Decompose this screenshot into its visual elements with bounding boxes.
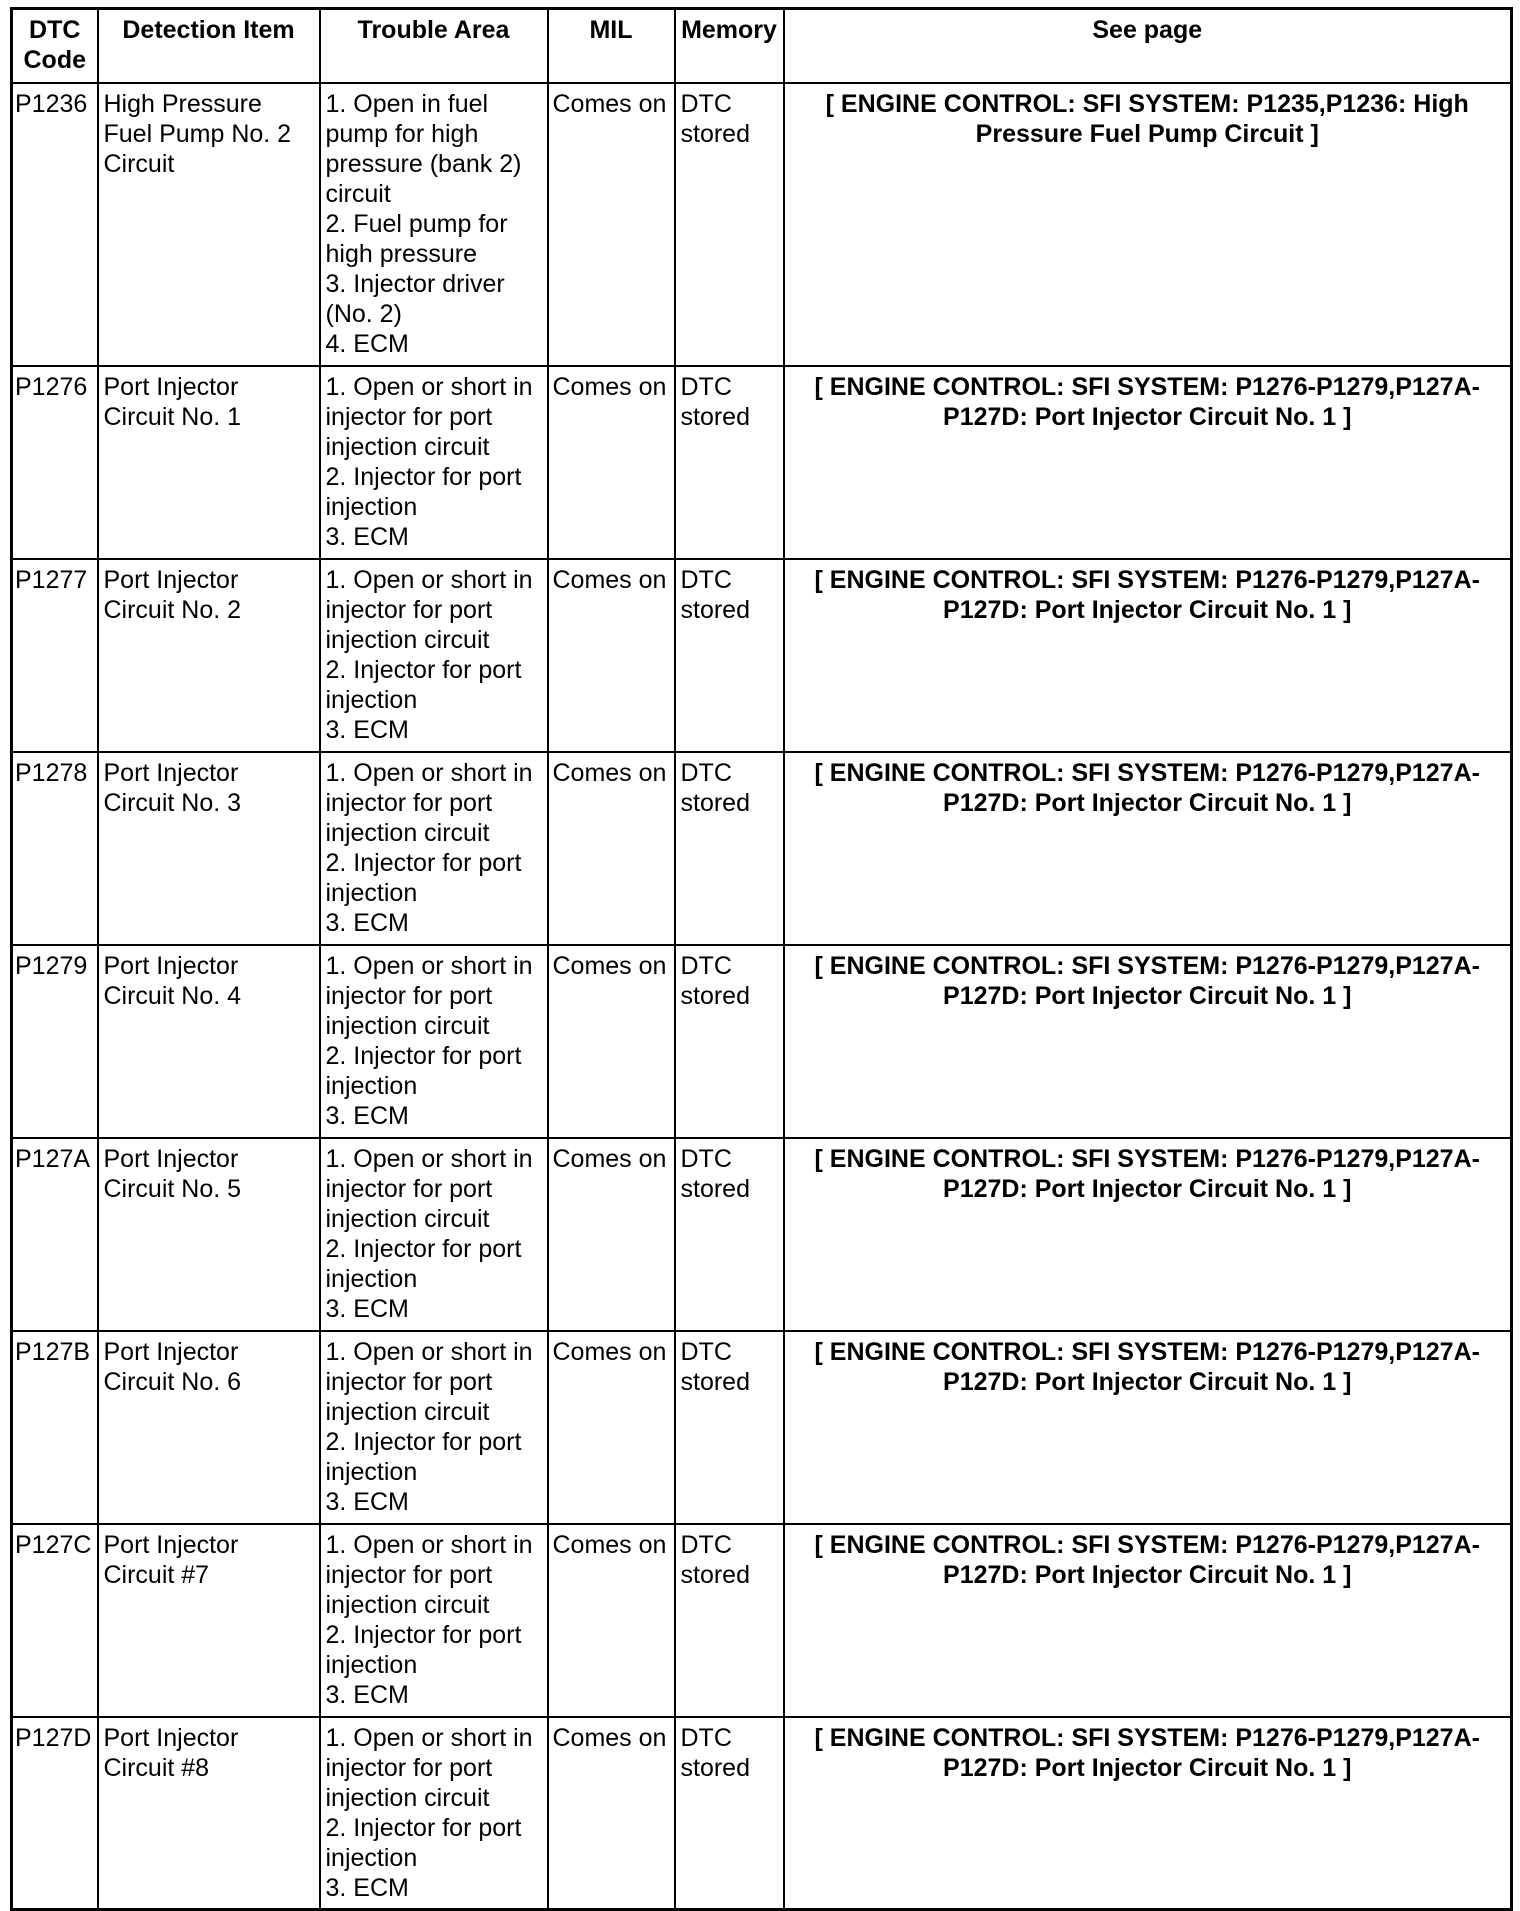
see-page-cell: [ ENGINE CONTROL: SFI SYSTEM: P1276-P1279,P127A-P127D: Port Injector Circuit No. 1 ] bbox=[784, 1138, 1512, 1331]
detection-item-cell: Port Injector Circuit #8 bbox=[98, 1717, 320, 1910]
trouble-area-line: 3. ECM bbox=[325, 1101, 409, 1130]
trouble-area-line: 3. ECM bbox=[325, 715, 409, 744]
header-row bbox=[12, 9, 1512, 83]
trouble-area-line: 1. Open or short in injector for port injection circuit bbox=[325, 1530, 533, 1619]
see-page-cell: [ ENGINE CONTROL: SFI SYSTEM: P1276-P1279,P127A-P127D: Port Injector Circuit No. 1 ] bbox=[784, 1331, 1512, 1524]
mil-cell: Comes on bbox=[548, 945, 675, 1138]
trouble-area-line: 3. Injector driver (No. 2) bbox=[325, 269, 505, 328]
see-page-cell: [ ENGINE CONTROL: SFI SYSTEM: P1276-P1279,P127A-P127D: Port Injector Circuit No. 1 ] bbox=[784, 752, 1512, 945]
see-page-cell: [ ENGINE CONTROL: SFI SYSTEM: P1276-P1279,P127A-P127D: Port Injector Circuit No. 1 ] bbox=[784, 559, 1512, 752]
trouble-area-line: 1. Open or short in injector for port injection circuit bbox=[325, 951, 533, 1040]
header-trouble-area: Trouble Area bbox=[320, 9, 548, 83]
table-row bbox=[12, 1717, 1512, 1910]
trouble-area-line: 3. ECM bbox=[325, 908, 409, 937]
detection-item-cell: Port Injector Circuit No. 5 bbox=[98, 1138, 320, 1331]
mil-cell: Comes on bbox=[548, 1524, 675, 1717]
mil-cell: Comes on bbox=[548, 83, 675, 366]
memory-cell: DTC stored bbox=[675, 1138, 784, 1331]
memory-cell: DTC stored bbox=[675, 83, 784, 366]
table-row bbox=[12, 83, 1512, 366]
table-row bbox=[12, 945, 1512, 1138]
trouble-area-line: 3. ECM bbox=[325, 1680, 409, 1709]
trouble-area-line: 2. Injector for port injection bbox=[325, 1620, 522, 1679]
mil-cell: Comes on bbox=[548, 1717, 675, 1910]
table-row bbox=[12, 559, 1512, 752]
mil-cell: Comes on bbox=[548, 752, 675, 945]
memory-cell: DTC stored bbox=[675, 1717, 784, 1910]
table-body bbox=[12, 83, 1512, 1910]
dtc-code-cell: P1276 bbox=[12, 366, 98, 559]
trouble-area-cell bbox=[320, 1524, 548, 1717]
detection-item-cell: Port Injector Circuit No. 2 bbox=[98, 559, 320, 752]
see-page-cell: [ ENGINE CONTROL: SFI SYSTEM: P1235,P1236: High Pressure Fuel Pump Circuit ] bbox=[784, 83, 1512, 366]
trouble-area-cell bbox=[320, 83, 548, 366]
see-page-cell: [ ENGINE CONTROL: SFI SYSTEM: P1276-P1279,P127A-P127D: Port Injector Circuit No. 1 ] bbox=[784, 945, 1512, 1138]
mil-cell: Comes on bbox=[548, 366, 675, 559]
trouble-area-line: 1. Open or short in injector for port injection circuit bbox=[325, 1337, 533, 1426]
trouble-area-line: 2. Injector for port injection bbox=[325, 1427, 522, 1486]
dtc-table bbox=[10, 7, 1513, 1911]
trouble-area-line: 1. Open in fuel pump for high pressure (bank 2) circuit bbox=[325, 89, 522, 208]
dtc-code-cell: P127C bbox=[12, 1524, 98, 1717]
memory-cell: DTC stored bbox=[675, 1524, 784, 1717]
mil-cell: Comes on bbox=[548, 559, 675, 752]
trouble-area-line: 1. Open or short in injector for port injection circuit bbox=[325, 758, 533, 847]
dtc-code-cell: P1277 bbox=[12, 559, 98, 752]
trouble-area-line: 1. Open or short in injector for port injection circuit bbox=[325, 372, 533, 461]
see-page-cell: [ ENGINE CONTROL: SFI SYSTEM: P1276-P1279,P127A-P127D: Port Injector Circuit No. 1 ] bbox=[784, 366, 1512, 559]
trouble-area-line: 2. Injector for port injection bbox=[325, 848, 522, 907]
header-mil: MIL bbox=[548, 9, 675, 83]
trouble-area-cell bbox=[320, 559, 548, 752]
trouble-area-cell bbox=[320, 366, 548, 559]
trouble-area-line: 2. Injector for port injection bbox=[325, 1813, 522, 1872]
trouble-area-cell bbox=[320, 752, 548, 945]
mil-cell: Comes on bbox=[548, 1331, 675, 1524]
detection-item-cell: Port Injector Circuit #7 bbox=[98, 1524, 320, 1717]
trouble-area-line: 2. Injector for port injection bbox=[325, 655, 522, 714]
detection-item-cell: Port Injector Circuit No. 6 bbox=[98, 1331, 320, 1524]
detection-item-cell: Port Injector Circuit No. 4 bbox=[98, 945, 320, 1138]
table-row bbox=[12, 752, 1512, 945]
trouble-area-line: 3. ECM bbox=[325, 1487, 409, 1516]
dtc-code-cell: P127D bbox=[12, 1717, 98, 1910]
table-row bbox=[12, 1331, 1512, 1524]
memory-cell: DTC stored bbox=[675, 752, 784, 945]
see-page-cell: [ ENGINE CONTROL: SFI SYSTEM: P1276-P1279,P127A-P127D: Port Injector Circuit No. 1 ] bbox=[784, 1524, 1512, 1717]
dtc-code-cell: P127B bbox=[12, 1331, 98, 1524]
trouble-area-line: 2. Injector for port injection bbox=[325, 462, 522, 521]
trouble-area-line: 2. Injector for port injection bbox=[325, 1041, 522, 1100]
see-page-cell: [ ENGINE CONTROL: SFI SYSTEM: P1276-P1279,P127A-P127D: Port Injector Circuit No. 1 ] bbox=[784, 1717, 1512, 1910]
header-see-page: See page bbox=[784, 9, 1512, 83]
table-header bbox=[12, 9, 1512, 83]
detection-item-cell: Port Injector Circuit No. 3 bbox=[98, 752, 320, 945]
trouble-area-cell bbox=[320, 945, 548, 1138]
dtc-code-cell: P1278 bbox=[12, 752, 98, 945]
trouble-area-line: 1. Open or short in injector for port injection circuit bbox=[325, 1723, 533, 1812]
trouble-area-line: 3. ECM bbox=[325, 1873, 409, 1902]
trouble-area-line: 3. ECM bbox=[325, 1294, 409, 1323]
dtc-code-cell: P127A bbox=[12, 1138, 98, 1331]
memory-cell: DTC stored bbox=[675, 366, 784, 559]
memory-cell: DTC stored bbox=[675, 1331, 784, 1524]
trouble-area-line: 3. ECM bbox=[325, 522, 409, 551]
detection-item-cell: Port Injector Circuit No. 1 bbox=[98, 366, 320, 559]
trouble-area-line: 1. Open or short in injector for port injection circuit bbox=[325, 565, 533, 654]
mil-cell: Comes on bbox=[548, 1138, 675, 1331]
trouble-area-cell bbox=[320, 1717, 548, 1910]
header-detection-item: Detection Item bbox=[98, 9, 320, 83]
header-memory: Memory bbox=[675, 9, 784, 83]
trouble-area-line: 1. Open or short in injector for port injection circuit bbox=[325, 1144, 533, 1233]
dtc-code-cell: P1279 bbox=[12, 945, 98, 1138]
header-dtc-code: DTC Code bbox=[12, 9, 98, 83]
memory-cell: DTC stored bbox=[675, 559, 784, 752]
trouble-area-line: 4. ECM bbox=[325, 329, 409, 358]
table-row bbox=[12, 366, 1512, 559]
trouble-area-cell bbox=[320, 1331, 548, 1524]
trouble-area-line: 2. Injector for port injection bbox=[325, 1234, 522, 1293]
table-row bbox=[12, 1524, 1512, 1717]
trouble-area-cell bbox=[320, 1138, 548, 1331]
detection-item-cell: High Pressure Fuel Pump No. 2 Circuit bbox=[98, 83, 320, 366]
dtc-code-cell: P1236 bbox=[12, 83, 98, 366]
table-row bbox=[12, 1138, 1512, 1331]
trouble-area-line: 2. Fuel pump for high pressure bbox=[325, 209, 508, 268]
memory-cell: DTC stored bbox=[675, 945, 784, 1138]
